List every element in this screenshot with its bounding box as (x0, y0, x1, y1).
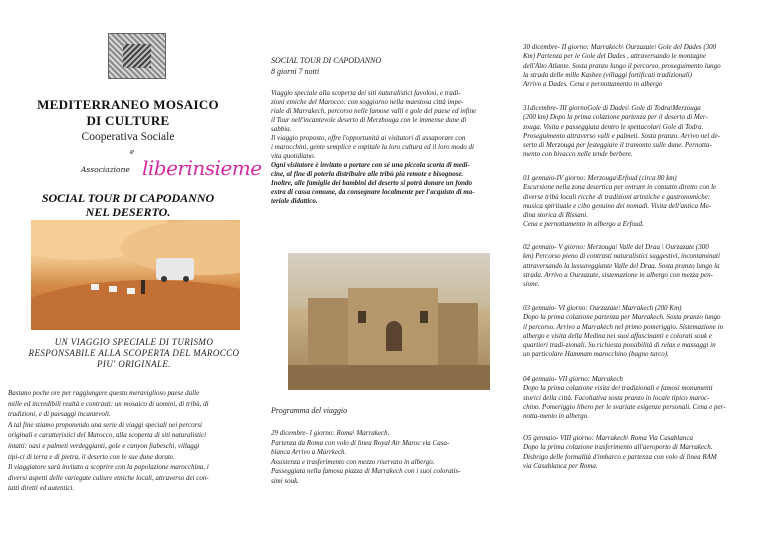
intro-text: Bastano poche ore per raggiungere questo meraviglioso paese dalle mille ed incredibili realtà e contrasti: un mosaico di uomini, di tribù, di tradizioni, e di paesaggi incantevoli. A tal fine stiamo proponendo una serie di viaggi speciali nei percorsi originali e caratteristici del Marocco, alla scoperta di siti naturalistici intatti: oasi e palmeti verdeggianti, gole e canyon fiabeschi, villaggi tipi-ci di terra e di pietra, il deserto con le sue dune dorate. Il viaggiatore sarà invitato a scoprire con la popolazione marocchina, i diversi aspetti delle variegate culture etniche locali, attraverso dei con- tatti diretti ed autentici. (8, 389, 209, 493)
tour-heading: SOCIAL TOUR DI CAPODANNO 8 giorni 7 notti (271, 56, 382, 76)
trip-subheading: UN VIAGGIO SPECIALE DI TURISMO RESPONSABILE ALLA SCOPERTA DEL MAROCCO PIU' ORIGINALE. (28, 337, 240, 369)
kasbah-photo (288, 253, 490, 390)
left-panel (0, 0, 262, 543)
tour-title-line1: SOCIAL TOUR DI CAPODANNO (41, 191, 215, 205)
desert-camp-photo (31, 220, 240, 330)
right-panel (512, 0, 768, 543)
day3-itinerary: 31dicembre- III giornoGole di Dades\ Gole di Todra\Merzouga (200 km) Dopo la prima colazione partenza per il deserto di Mer- zouga. Visita e passeggiata dentro le spettacolari Gole di Todra. Proseguimento attraverso valli e palmeti. Sosta pranzo. Arrivo nel de- serto di Merzouga per festeggiare il tramonto sulle dune. Pernotta- mento con bivacco nelle tende berbere. (523, 104, 720, 159)
day7-itinerary: 04 gennaio- VII giorno: Marrakech Dopo la prima colazione visita dei tradizionali e famosi monumenti storici della città. Facoltativa sosta pranzo in locale tipico maroc- chino. Pomeriggio libero per le svariate esigenze personali. Cena e per- notta-mento in albergo. (523, 375, 726, 421)
tour-title-line2: NEL DESERTO. (85, 205, 171, 219)
day2-itinerary: 30 dicembre- II giorno: Marrakech\ Ourzazate\ Gole del Dades (300 Km) Partenza per le Gole del Dades , attraversando le montagne dell'Alto Atlante. Sosta pranzo lungo il percorso, proseguimento lungo la strada delle mille Kasbee (villaggi fortificati tradizionali) Arrivo a Dades. Cena e pernottamento in albergo (523, 43, 721, 89)
coop-label: Cooperativa Sociale (81, 131, 175, 143)
program-heading: Programma del viaggio (271, 406, 348, 415)
day6-itinerary: 03 gennaio- VI giorno: Ourzazate\ Marrakech (200 Km) Dopo la prima colazione partenza per Marrakech. Sosta pranzo lungo il percorso. Arrivo a Marrakech nel primo pomeriggio. Sistemazione in albergo e visita della Medina nei suoi affascinanti e colorati souk e quartieri tradi-zionali. Su richiesta possibilità di relax e massaggi in un particolare Hammam marocchino (bagno turco). (523, 304, 724, 359)
day5-itinerary: 02 gennaio- V giorno: Merzouga\ Valle del Draa \ Ourzazate (300 km) Percorso pieno di contrasti naturalistici suggestivi, incontaminati attraversando la lussureggiante Valle del Draa. Sosta pranzo lungo la strada. Arrivo a Ourzazate, sistemazione in albergo con mezza pen- sione. (523, 243, 720, 289)
org-name-line2: DI CULTURE (86, 113, 170, 128)
tour-description: Viaggio speciale alla scoperta dei siti naturalistici favolosi, e tradi- zioni etniche del Marocco: con soggiorno nella maestosa città impe- riale di Marrakech, percorso nelle famose valli e gole del paese ed infine il Tour nell'incantevole deserto di Merzhouga con le immense dune di sabbia. Il viaggio proposto, offre l'opportunità ai visitatori di assaporare con i marocchini, gente semplice e ospitale la loro cultura ed il loro modo di vita quotidiano. Ogni visitatore è invitato a portare con sé una piccola scorta di medi- cine, al fine di poterla distribuire alle tribù più remote e bisognose. Inoltre, alle famiglie dei bambini del deserto si potrà donare un fondo extra di cassa comune, da consegnare localmente per l'acquisto di ma- teriale didattico. (271, 89, 477, 205)
association-label: Associazione (81, 165, 130, 174)
mosaic-logo (108, 33, 166, 79)
day1-itinerary: 29 dicembre- I giorno: Roma\ Marrakech. Partenza da Roma con volo di linea Royal Air Maroc via Casa- blanca Arrivo a Marrkech. Assistenza e trasferimento con mezzo riservato in albergo. Passeggiata nella famosa piazza di Marrakech con i suoi coloratis- simi souk. (271, 429, 461, 485)
day4-itinerary: 01 gennaio-IV giorno: Merzouga\Erfoud (circa 80 km) Escursione nella zona desertica per entrare in contatto diretto con le diverse tribù locali ricche di tradizioni artistiche e gastronomiche: musica spirituale e cibo genuino dei nomadi. Visita dell'antica Me- dina storica di Rissani. Cena e pernottamento in albergo a Erfoud. (523, 174, 717, 229)
conjunction: e (130, 148, 135, 156)
liberinsieme-logo: liberinsieme (142, 156, 262, 180)
day8-itinerary: O5 gennaio- VIII giorno: Marrakech\ Roma Via Casablanca Dopo la prima colazione trasferimento all'aeroporto di Marrakech. Disbrigo delle formalità d'imbarco e partenza con volo di linea RAM via Casablanca per Roma. (523, 434, 717, 470)
org-name-line1: MEDITERRANEO MOSAICO (37, 97, 219, 112)
middle-panel (256, 0, 512, 543)
